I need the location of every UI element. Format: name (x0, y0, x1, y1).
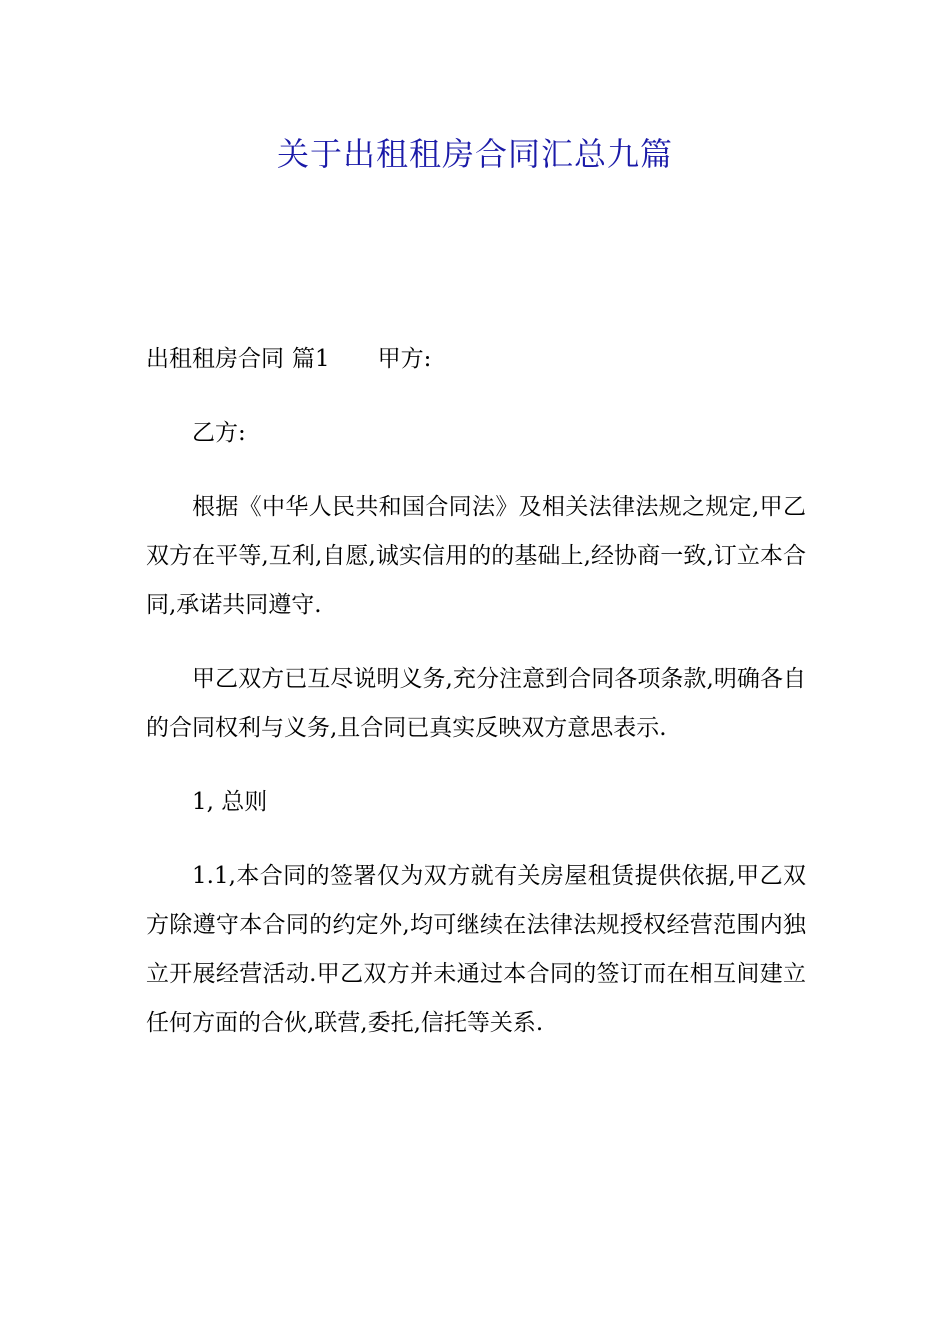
party-b-label: 乙方: (192, 420, 246, 446)
document-title: 关于出租租房合同汇总九篇 (276, 135, 673, 173)
section-number: 篇1 (292, 346, 330, 372)
document-body (146, 335, 806, 1048)
paragraph-disclosure: 甲乙双方已互尽说明义务,充分注意到合同各项条款,明确各自的合同权利与义务,且合同已真实反映双方意思表示. (146, 666, 806, 741)
paragraph-preamble: 根据《中华人民共和国合同法》及相关法律法规之规定,甲乙双方在平等,互利,自愿,诚实信用的的基础上,经协商一致,订立本合同,承诺共同遵守. (146, 494, 806, 618)
section-general-provisions: 1, 总则 (192, 789, 268, 815)
section-name: 出租租房合同 (146, 346, 284, 372)
section-heading-line (146, 335, 806, 384)
party-a-label: 甲方: (377, 346, 432, 372)
clause-1-1: 1.1,本合同的签署仅为双方就有关房屋租赁提供依据,甲乙双方除遵守本合同的约定外,均可继续在法律法规授权经营范围内独立开展经营活动.甲乙双方并未通过本合同的签订而在相互间建立任何方面的合伙,联营,委托,信托等关系. (146, 863, 806, 1036)
